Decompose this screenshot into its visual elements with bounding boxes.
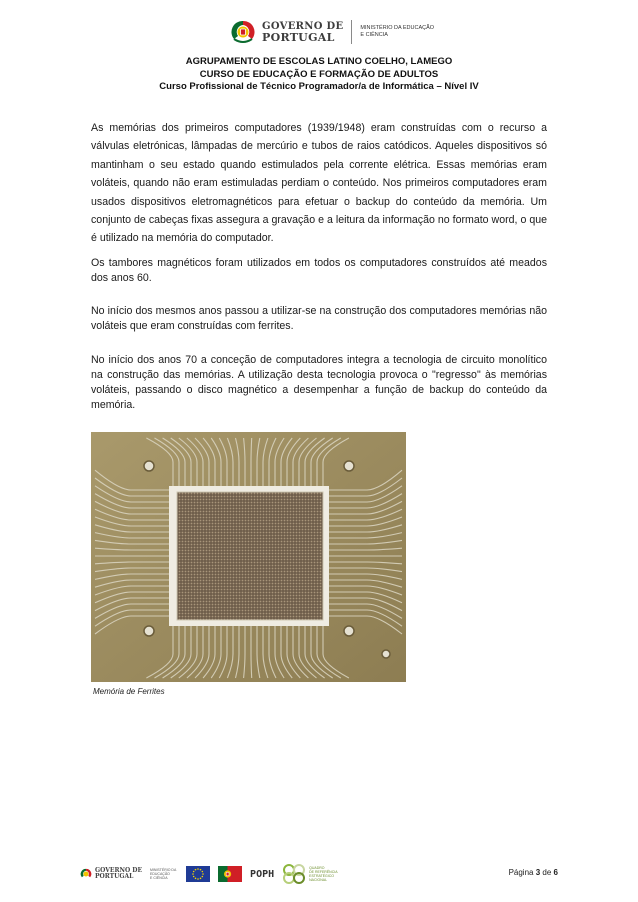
footer-ministry-line2: E CIÊNCIA [150, 876, 168, 881]
paragraph: No início dos anos 70 a conceção de computadores integra a tecnologia de circuito monolítico na construção das memórias. A utilização desta tecnologia provoca o "regresso" às memórias voláteis, passando o disco magnético a desempenhar a função de backup do conteúdo da memória. [91, 353, 547, 412]
school-name: AGRUPAMENTO DE ESCOLAS LATINO COELHO, LAMEGO [185, 56, 453, 67]
page-current: 3 [535, 868, 541, 877]
qren-line3: ESTRATÉGICO [309, 874, 334, 878]
footer-ministry-line1: MINISTÉRIO DA EDUCAÇÃO [150, 867, 177, 876]
government-wordmark [262, 22, 343, 43]
page-total: 6 [553, 868, 558, 877]
course-type: CURSO DE EDUCAÇÃO E FORMAÇÃO DE ADULTOS [199, 68, 439, 80]
page-prefix: Página [508, 868, 534, 877]
footer-logos [80, 862, 380, 886]
portugal-emblem-icon [80, 868, 92, 880]
logo-divider [351, 20, 352, 44]
figure-caption: Memória de Ferrites [93, 687, 165, 696]
qren-mark-icon [282, 864, 306, 884]
footer-ministry [150, 868, 178, 881]
portugal-emblem-icon [230, 19, 256, 45]
ministry-label [360, 25, 434, 39]
portugal-flag-icon [218, 866, 242, 882]
qren-line4: NACIONAL [309, 878, 328, 883]
course-name: Curso Profissional de Técnico Programador/a de Informática – Nível IV [159, 81, 479, 92]
qren-logo [282, 864, 341, 884]
government-logo [230, 18, 460, 46]
eu-flag-icon [186, 866, 210, 882]
paragraph: Os tambores magnéticos foram utilizados em todos os computadores construídos até meados dos anos 60. [91, 256, 547, 285]
poph-logo: POPH [250, 868, 275, 880]
footer-gov-line2: PORTUGAL [95, 873, 134, 880]
ministry-line2: E CIÊNCIA [360, 32, 388, 38]
page-separator: de [542, 868, 552, 877]
ministry-line1: MINISTÉRIO DA EDUCAÇÃO [360, 25, 435, 32]
footer-gov-line1: GOVERNO DE [95, 867, 143, 874]
qren-line1: QUADRO [309, 865, 325, 870]
document-header [0, 56, 638, 94]
gov-line1: GOVERNO DE [262, 20, 344, 32]
gov-line2: PORTUGAL [262, 30, 335, 44]
paragraph: As memórias dos primeiros computadores (1939/1948) eram construídas com o recurso a válvulas eletrónicas, lâmpadas de mercúrio e tubos de raios catódicos. Aqueles dispositivos só mantinham o seu estado quando estimulados pela corrente elétrica. Essas memórias eram voláteis, quando não eram estimuladas perdiam o conteúdo. Nos primeiros computadores eram usados dispositivos eletromagnéticos para efetuar o backup do conteúdo da memória. Um conjunto de cabeças fixas assegura a gravação e a leitura da informação no formato word, o que é utilizado na memória do computador. [91, 122, 547, 245]
qren-line2: DE REFERÊNCIA [309, 869, 338, 874]
footer-government-logo [80, 868, 142, 880]
ferrite-memory-photo [91, 432, 406, 682]
paragraph: No início dos mesmos anos passou a utilizar-se na construção dos computadores memórias não voláteis que eram construídas com ferrites. [91, 305, 547, 333]
page-number [509, 868, 558, 877]
document-body [91, 119, 547, 431]
